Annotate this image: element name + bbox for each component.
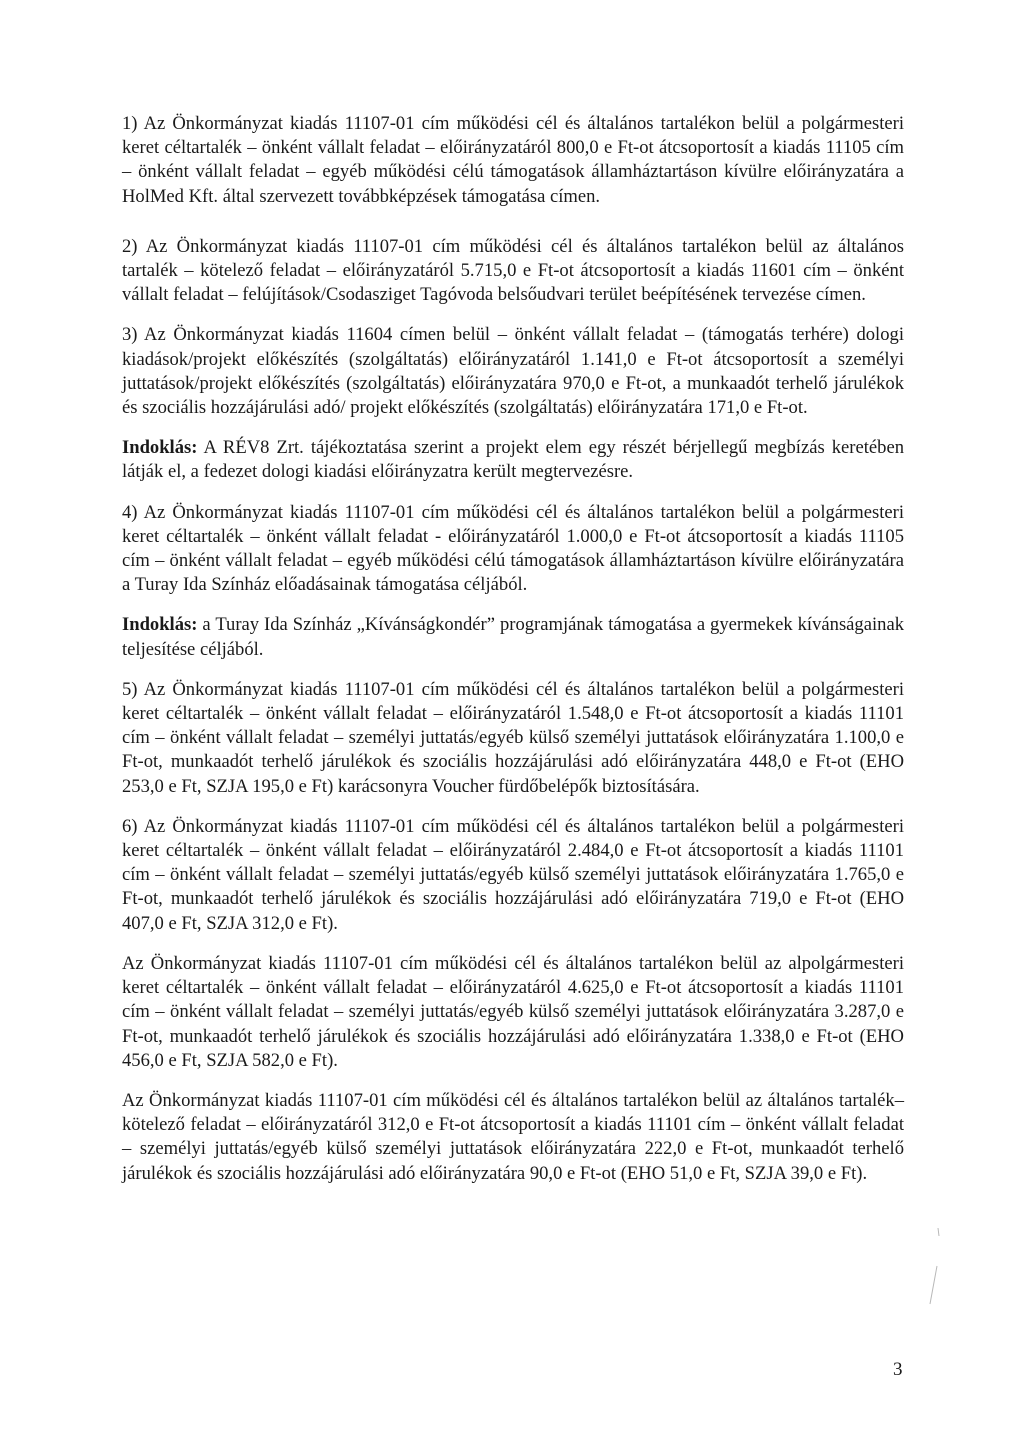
paragraph-2-text: 2) Az Önkormányzat kiadás 11107-01 cím működési cél és általános tartalékon belül az általános tartalék – kötelező feladat – előirányzatáról 5.715,0 e Ft-ot átcsoportosít a kiadás 11601 cím – önként vállalt feladat – felújítások/Csodasziget Tagóvoda belsőudvari terület beépítésének tervezése címen. — [122, 235, 904, 306]
paragraph-3-text: 3) Az Önkormányzat kiadás 11604 címen belül – önként vállalt feladat – (támogatás terhére) dologi kiadások/projekt előkészítés (szolgáltatás) előirányzatáról 1.141,0 e Ft-ot átcsoportosít a személyi juttatások/projekt előkészítés (szolgáltatás) előirányzatára 970,0 e Ft-ot, a munkaadót terhelő járulékok és szociális hozzájárulási adó/ projekt előkészítés (szolgáltatás) előirányzatára 171,0 e Ft-ot. — [122, 324, 904, 419]
paragraph-1-text: 1) Az Önkormányzat kiadás 11107-01 cím működési cél és általános tartalékon belül a polgármesteri keret céltartalék – önként vállalt feladat – előirányzatáról 800,0 e Ft-ot átcsoportosít a kiadás 11105 cím – önként vállalt feladat – egyéb működési célú támogatások államháztartáson kívülre előirányzatára a HolMed Kft. által szervezett továbbképzések támogatása címen. — [122, 113, 904, 207]
paragraph-5 — [122, 678, 904, 799]
paragraph-6c-text: Az Önkormányzat kiadás 11107-01 cím működési cél és általános tartalékon belül az általános tartalék– kötelező feladat – előirányzatáról 312,0 e Ft-ot átcsoportosít a kiadás 11101 cím – önként vállalt feladat – személyi juttatás/egyéb külső személyi juttatások előirányzatára 222,0 e Ft-ot, munkaadót terhelő járulékok és szociális hozzájárulási adó előirányzatára 90,0 e Ft-ot (EHO 51,0 e Ft, SZJA 39,0 e Ft). — [122, 1089, 904, 1184]
pen-mark — [924, 1226, 944, 1306]
reason-text: A RÉV8 Zrt. tájékoztatása szerint a projekt elem egy részét bérjellegű megbízás keretében látják el, a fedezet dologi kiadási előirányzatra került megtervezésre. — [122, 437, 904, 483]
paragraph-3-reason — [122, 436, 904, 484]
paragraph-3 — [122, 323, 904, 420]
reason-label: Indoklás: — [122, 614, 198, 636]
paragraph-1 — [122, 112, 904, 209]
paragraph-6c — [122, 1089, 904, 1186]
paragraph-6-text: 6) Az Önkormányzat kiadás 11107-01 cím működési cél és általános tartalékon belül a polgármesteri keret céltartalék – önként vállalt feladat – előirányzatáról 2.484,0 e Ft-ot átcsoportosít a kiadás 11101 cím – önként vállalt feladat – személyi juttatás/egyéb külső személyi juttatások előirányzatára 1.765,0 e Ft-ot, munkaadót terhelő járulékok és szociális hozzájárulási adó előirányzatára 719,0 e Ft-ot (EHO 407,0 e Ft, SZJA 312,0 e Ft). — [122, 815, 904, 934]
reason-text: a Turay Ida Színház „Kívánságkondér” programjának támogatása a gyermekek kívánságainak teljesítése céljából. — [122, 614, 904, 660]
paragraph-2 — [122, 235, 904, 308]
paragraph-6 — [122, 815, 904, 936]
paragraph-5-text: 5) Az Önkormányzat kiadás 11107-01 cím működési cél és általános tartalékon belül a polgármesteri keret céltartalék – önként vállalt feladat – előirányzatáról 1.548,0 e Ft-ot átcsoportosít a kiadás 11101 cím – önként vállalt feladat – személyi juttatás/egyéb külső személyi juttatások előirányzatára 1.100,0 e Ft-ot, munkaadót terhelő járulékok és szociális hozzájárulási adó előirányzatára 448,0 e Ft-ot (EHO 253,0 e Ft, SZJA 195,0 e Ft) karácsonyra Voucher fürdőbelépők biztosítására. — [122, 678, 904, 797]
paragraph-4-text: 4) Az Önkormányzat kiadás 11107-01 cím működési cél és általános tartalékon belül a polgármesteri keret céltartalék – önként vállalt feladat - előirányzatáról 1.000,0 e Ft-ot átcsoportosít a kiadás 11105 cím – önként vállalt feladat – egyéb működési célú támogatások államháztartáson kívülre előirányzatára a Turay Ida Színház előadásainak támogatása céljából. — [122, 501, 904, 596]
paragraph-6b — [122, 952, 904, 1073]
reason-label: Indoklás: — [122, 437, 198, 459]
paragraph-6b-text: Az Önkormányzat kiadás 11107-01 cím működési cél és általános tartalékon belül az alpolgármesteri keret céltartalék – önként vállalt feladat – előirányzatáról 4.625,0 e Ft-ot átcsoportosít a kiadás 11101 cím – önként vállalt feladat – személyi juttatás/egyéb külső személyi juttatások előirányzatára 3.287,0 e Ft-ot, munkaadót terhelő járulékok és szociális hozzájárulási adó előirányzatára 1.338,0 e Ft-ot (EHO 456,0 e Ft, SZJA 582,0 e Ft). — [122, 952, 904, 1071]
page-number: 3 — [893, 1359, 903, 1380]
paragraph-4 — [122, 501, 904, 598]
document-page — [122, 112, 904, 1202]
paragraph-4-reason — [122, 613, 904, 661]
